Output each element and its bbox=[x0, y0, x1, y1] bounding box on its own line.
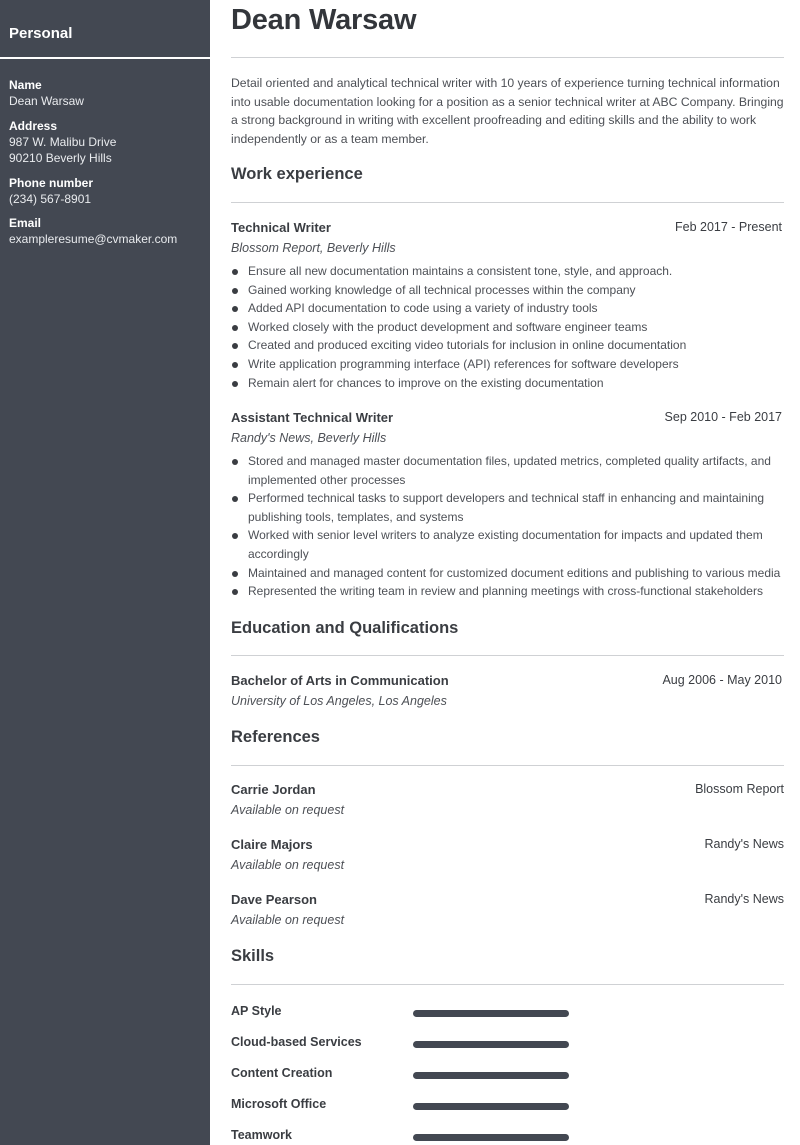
job-title: Technical Writer bbox=[231, 220, 331, 235]
list-item: Worked closely with the product development and software engineer teams bbox=[231, 318, 784, 337]
personal-sidebar bbox=[0, 0, 210, 1145]
reference-company: Randy's News bbox=[704, 892, 784, 906]
job-date: Sep 2010 - Feb 2017 bbox=[664, 410, 782, 424]
reference-header bbox=[231, 892, 784, 910]
list-item: Ensure all new documentation maintains a consistent tone, style, and approach. bbox=[231, 262, 784, 281]
list-item: Created and produced exciting video tutorials for inclusion in online documentation bbox=[231, 336, 784, 355]
list-item: Stored and managed master documentation files, updated metrics, completed quality artifacts, and implemented other processes bbox=[231, 452, 784, 489]
sidebar-divider bbox=[0, 57, 210, 59]
list-item: Represented the writing team in review and planning meetings with cross-functional stakeholders bbox=[231, 582, 784, 601]
reference-header bbox=[231, 782, 784, 800]
skill-row bbox=[231, 1128, 784, 1145]
job-bullets bbox=[231, 262, 784, 392]
field-label: Name bbox=[9, 78, 42, 92]
skill-name: Cloud-based Services bbox=[231, 1035, 362, 1049]
skill-name: Teamwork bbox=[231, 1128, 292, 1142]
reference-company: Randy's News bbox=[704, 837, 784, 851]
field-value: (234) 567-8901 bbox=[9, 191, 92, 206]
field-value: 987 W. Malibu Drive bbox=[9, 134, 117, 149]
education-date: Aug 2006 - May 2010 bbox=[662, 673, 782, 687]
divider bbox=[231, 655, 784, 656]
reference-note: Available on request bbox=[231, 913, 345, 927]
reference-name: Carrie Jordan bbox=[231, 782, 316, 797]
degree-title: Bachelor of Arts in Communication bbox=[231, 673, 449, 688]
section-title-work: Work experience bbox=[231, 165, 363, 183]
list-item: Worked with senior level writers to analyze existing documentation for impacts and updated them accordingly bbox=[231, 526, 784, 563]
reference-name: Dave Pearson bbox=[231, 892, 317, 907]
divider bbox=[231, 765, 784, 766]
section-title-skills: Skills bbox=[231, 947, 275, 965]
resume-name: Dean Warsaw bbox=[231, 4, 417, 36]
skill-name: Microsoft Office bbox=[231, 1097, 327, 1111]
list-item: Gained working knowledge of all technical processes within the company bbox=[231, 281, 784, 300]
job-header bbox=[231, 220, 784, 238]
divider bbox=[231, 202, 784, 203]
divider bbox=[231, 984, 784, 985]
skill-level-bar bbox=[413, 1072, 569, 1079]
reference-note: Available on request bbox=[231, 803, 345, 817]
list-item: Maintained and managed content for customized document editions and publishing to various media bbox=[231, 564, 784, 583]
job-date: Feb 2017 - Present bbox=[674, 220, 782, 234]
field-label: Address bbox=[9, 118, 58, 133]
skill-level-bar bbox=[413, 1103, 569, 1110]
list-item: Added API documentation to code using a variety of industry tools bbox=[231, 299, 784, 318]
profile-summary: Detail oriented and analytical technical writer with 10 years of experience turning technical information into usable documentation looking for a position as a senior technical writer at ABC Company. Bringing a strong background in writing with excellent proofreading and editing skills and the ability to work independently or as a team member. bbox=[231, 76, 784, 147]
education-header bbox=[231, 673, 784, 691]
reference-company: Blossom Report bbox=[695, 782, 784, 796]
reference-header bbox=[231, 837, 784, 855]
skill-level-bar bbox=[413, 1010, 569, 1017]
reference-note: Available on request bbox=[231, 858, 345, 872]
job-bullets bbox=[231, 452, 784, 601]
field-value: Dean Warsaw bbox=[9, 94, 84, 108]
list-item: Write application programming interface (API) references for software developers bbox=[231, 355, 784, 374]
skill-level-bar bbox=[413, 1134, 569, 1141]
job-company: Randy's News, Beverly Hills bbox=[231, 431, 387, 445]
field-phone bbox=[9, 175, 207, 208]
section-title-references: References bbox=[231, 728, 320, 746]
skill-name: Content Creation bbox=[231, 1066, 333, 1080]
divider bbox=[231, 57, 784, 58]
personal-fields bbox=[9, 77, 207, 256]
skill-row bbox=[231, 1066, 784, 1084]
field-value: 90210 Beverly Hills bbox=[9, 151, 112, 165]
field-label: Email bbox=[9, 216, 42, 230]
email-link[interactable]: exampleresume@cvmaker.com bbox=[9, 232, 178, 246]
job-header bbox=[231, 410, 784, 428]
list-item: Remain alert for chances to improve on the existing documentation bbox=[231, 374, 784, 393]
skill-row bbox=[231, 1004, 784, 1022]
field-email bbox=[9, 215, 207, 248]
skill-level-bar bbox=[413, 1041, 569, 1048]
list-item: Performed technical tasks to support developers and technical staff in enhancing and maintaining publishing tools, templates, and systems bbox=[231, 489, 784, 526]
sidebar-title: Personal bbox=[9, 25, 73, 42]
school-name: University of Los Angeles, Los Angeles bbox=[231, 694, 447, 708]
field-name bbox=[9, 77, 207, 110]
field-address bbox=[9, 118, 207, 167]
job-company: Blossom Report, Beverly Hills bbox=[231, 241, 396, 255]
job-title: Assistant Technical Writer bbox=[231, 410, 394, 425]
skill-row bbox=[231, 1097, 784, 1115]
field-label: Phone number bbox=[9, 175, 94, 190]
section-title-education: Education and Qualifications bbox=[231, 619, 459, 637]
skill-name: AP Style bbox=[231, 1004, 282, 1018]
skill-row bbox=[231, 1035, 784, 1053]
reference-name: Claire Majors bbox=[231, 837, 313, 852]
